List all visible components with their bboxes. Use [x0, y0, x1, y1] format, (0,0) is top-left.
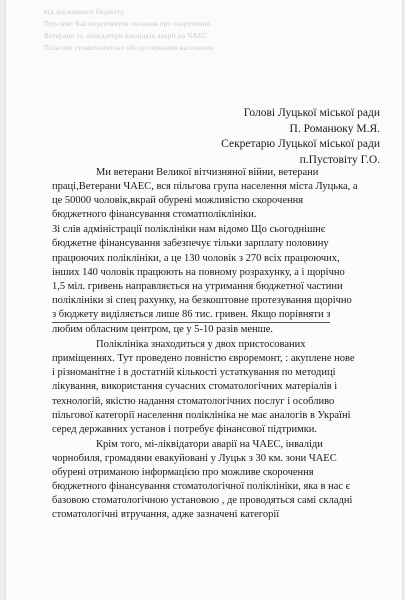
- letter-page: [6, 0, 402, 600]
- addressee-line: Голові Луцької міської ради: [243, 107, 380, 119]
- text-line: Поліклініка знаходиться у двох пристосованих: [96, 339, 306, 351]
- bleed-line: Ветерани та ліквідатори наслідків аварії на ЧАЕС.: [44, 32, 210, 40]
- bleed-line: від державного бюджету.: [44, 8, 126, 16]
- text-line: Ми ветерани Великої вітчизняної війни, ветерани: [96, 167, 319, 178]
- text-line: Зі слів адміністрації поліклініки нам відомо Що сьогоднішнє: [52, 224, 326, 236]
- text-line: стоматологічні втручання, адже зазначені категорії: [52, 509, 280, 521]
- text-line: і різноманітне і в достатній кількості устаткування по методиці: [52, 367, 336, 379]
- bleed-line: Просимо Вас переглянути питання про скорочення.: [44, 20, 213, 28]
- text-line: з бюджету виділяється лише 86 тис. гривен. Якщо порівняти з: [52, 308, 330, 323]
- text-line: любим обласним центром, це у 5-10 разів менше.: [52, 324, 274, 336]
- text-line: Крім того, мі-ліквідатори аварії на ЧАЕС, інваліди: [96, 438, 323, 450]
- bleed-through-text: [44, 6, 374, 54]
- addressee-line: Секретарю Луцької міської ради: [221, 138, 380, 150]
- letter-body: [52, 166, 368, 523]
- text-line: пільгової категорії населення поліклініка не має аналогів в Україні: [52, 409, 351, 421]
- text-line: лікування, використання сучасних стоматологічних матеріалів і: [52, 381, 338, 393]
- text-line: бюджетного фінансування стоматполіклініки.: [52, 209, 257, 221]
- addressee-block: [150, 106, 380, 168]
- paragraph-2: [52, 223, 368, 337]
- text-line: серед державних установ і потребує фінансової підтримки.: [52, 423, 318, 435]
- text-line: приміщеннях. Тут проведено повністю євроремонт, : акуплене нове: [52, 353, 355, 365]
- paragraph-1: [52, 166, 368, 222]
- paragraph-3: [52, 338, 368, 437]
- paragraph-4: [52, 438, 368, 523]
- text-line: бюджетного фінансування стоматологічної поліклініки, яка в нас є: [52, 481, 351, 493]
- bleed-line: Пільгове стоматологічне обслуговування населення.: [44, 44, 215, 52]
- text-line: інших 140 чоловік працюють на повному розрахунку, а і щорічно: [52, 266, 345, 278]
- text-line: базовою стоматологічною установою , де проводяться самі складні: [52, 495, 353, 507]
- text-line: обурені отриманою інформацією про можливе скорочення: [52, 466, 314, 478]
- addressee-line: П. Романюку М.Я.: [289, 122, 380, 135]
- addressee-line: п.Пустовіту Г.О.: [299, 153, 380, 166]
- text-line: чорнобиля, громадяни евакуйовані у Луцьк з 30 км. зони ЧАЕС: [52, 452, 337, 464]
- text-line: 1,5 міл. гривень направляється на утримання бюджетної частини: [52, 280, 343, 292]
- text-line: праці,Ветерани ЧАЕС, вся пільгова група населення міста Луцька, а: [52, 181, 358, 193]
- text-line: технологій, якістю надання стоматологічних послуг і особливо: [52, 395, 335, 407]
- text-line: це 50000 чоловік,вкрай обурені можливістю скорочення: [52, 195, 304, 207]
- text-line: бюджетне фінансування забезпечує тільки зарплату половину: [52, 238, 329, 250]
- text-line: працюючих поліклініки, а це 130 чоловік з 270 всіх працюючих,: [52, 252, 340, 264]
- text-line: поліклініки зі спец рахунку, на безкоштовне протезування щорічно: [52, 294, 352, 306]
